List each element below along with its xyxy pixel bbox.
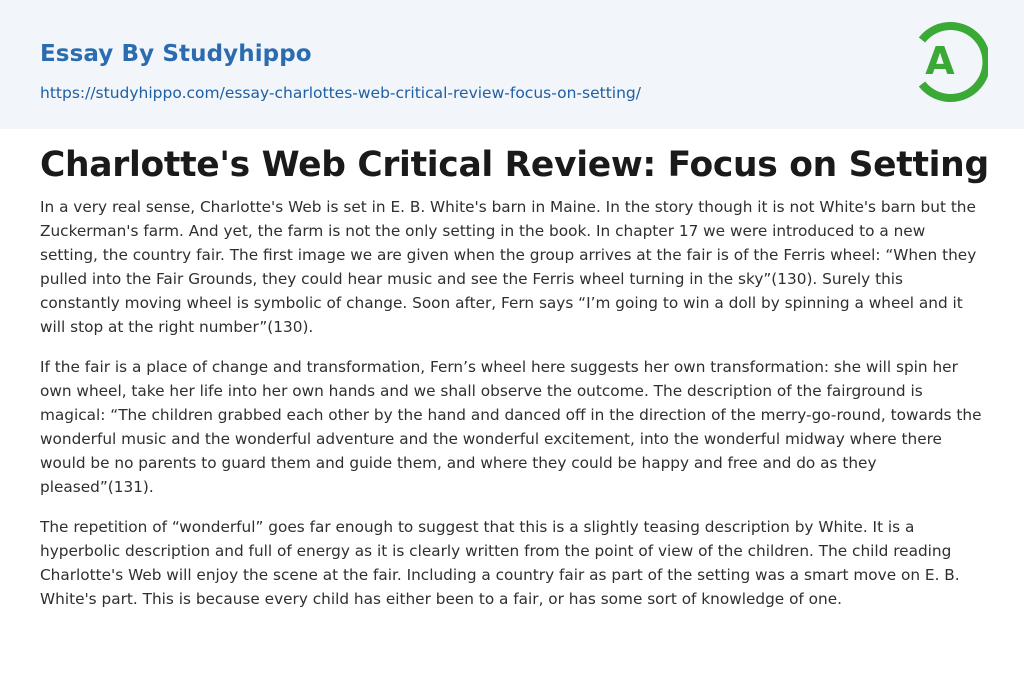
essay-paragraph: In a very real sense, Charlotte's Web is set in E. B. White's barn in Maine. In the story though it is not White's barn but the Zuckerman's farm. And yet, the farm is not the only setting in the book. In chapter 17 we were introduced to a new setting, the country fair. The first image we are given when the group arrives at the fair is of the Ferris wheel: “When they pulled into the Fair Grounds, they could hear music and see the Ferris wheel turning in the sky”(130). Surely this constantly moving wheel is symbolic of change. Soon after, Fern says “I’m going to win a doll by spinning a wheel and it will stop at the right number”(130).	[40, 198, 977, 336]
essay-body	[40, 195, 984, 627]
essay-paragraph: If the fair is a place of change and transformation, Fern’s wheel here suggests her own transformation: she will spin her own wheel, take her life into her own hands and we shall observe the outcome. The description of the fairground is magical: “The children grabbed each other by the hand and danced off in the direction of the merry-go-round, towards the wonderful music and the wonderful adventure and the wonderful excitement, into the wonderful midway where there would be no parents to guard them and guide them, and where they could be happy and free and do as they pleased”(131).	[40, 358, 982, 496]
essay-url-link[interactable]: https://studyhippo.com/essay-charlottes-web-critical-review-focus-on-setting/	[40, 84, 641, 102]
essay-paragraph: The repetition of “wonderful” goes far enough to suggest that this is a slightly teasing description by White. It is a hyperbolic description and full of energy as it is clearly written from the point of view of the children. The child reading Charlotte's Web will enjoy the scene at the fair. Including a country fair as part of the setting was a smart move on E. B. White's part. This is because every child has either been to a fair, or has some sort of knowledge of one.	[40, 518, 960, 608]
page-title: Charlotte's Web Critical Review: Focus on Setting	[40, 145, 989, 185]
site-brand[interactable]: Essay By Studyhippo	[40, 41, 312, 67]
logo-letter: A	[925, 39, 955, 83]
